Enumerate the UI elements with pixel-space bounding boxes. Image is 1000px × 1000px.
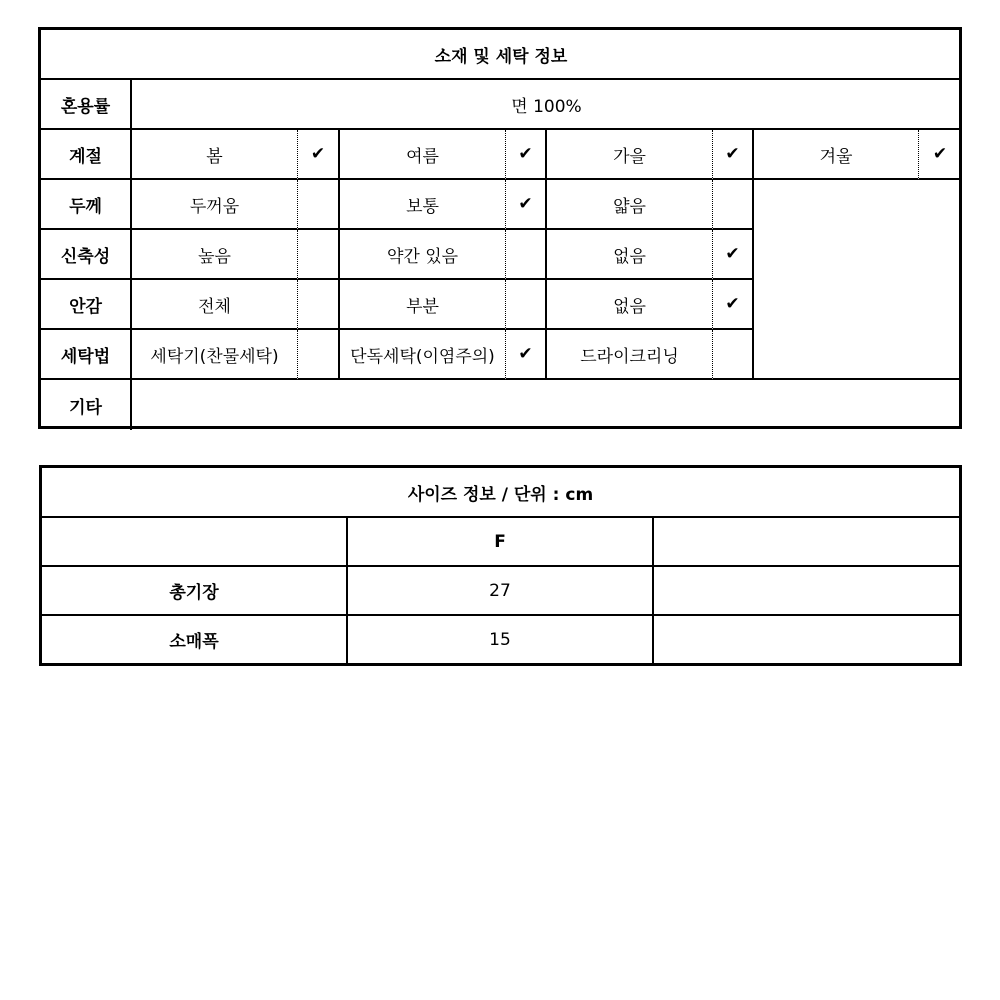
sleeve-width-label: 소매폭 <box>42 616 348 663</box>
washing-option-separate: 단독세탁(이염주의) <box>340 330 506 380</box>
washing-option-machine: 세탁기(찬물세탁) <box>132 330 298 380</box>
lining-partial-check <box>506 280 547 330</box>
lining-none-check: ✔ <box>713 280 754 330</box>
thickness-option-normal: 보통 <box>340 180 506 230</box>
season-spring-check: ✔ <box>298 130 340 180</box>
lining-option-partial: 부분 <box>340 280 506 330</box>
washing-machine-check <box>298 330 340 380</box>
other-value <box>132 380 961 430</box>
stretch-label: 신축성 <box>41 230 132 280</box>
lining-full-check <box>298 280 340 330</box>
washing-label: 세탁법 <box>41 330 132 380</box>
thickness-thick-check <box>298 180 340 230</box>
thickness-option-thin: 얇음 <box>547 180 713 230</box>
thickness-label: 두께 <box>41 180 132 230</box>
size-table-title: 사이즈 정보 / 단위 : cm <box>42 468 959 518</box>
thickness-thin-check <box>713 180 754 230</box>
lining-option-none: 없음 <box>547 280 713 330</box>
season-option-winter: 겨울 <box>754 130 919 180</box>
season-option-summer: 여름 <box>340 130 506 180</box>
stretch-some-check <box>506 230 547 280</box>
thickness-option-thick: 두꺼움 <box>132 180 298 230</box>
season-option-spring: 봄 <box>132 130 298 180</box>
season-summer-check: ✔ <box>506 130 547 180</box>
season-autumn-check: ✔ <box>713 130 754 180</box>
washing-option-dryclean: 드라이크리닝 <box>547 330 713 380</box>
season-winter-check: ✔ <box>919 130 961 180</box>
size-table <box>39 465 962 666</box>
stretch-high-check <box>298 230 340 280</box>
washing-dryclean-check <box>713 330 754 380</box>
total-length-label: 총기장 <box>42 567 348 616</box>
season-label: 계절 <box>41 130 132 180</box>
stretch-option-some: 약간 있음 <box>340 230 506 280</box>
composition-label: 혼용률 <box>41 80 132 130</box>
season-option-autumn: 가을 <box>547 130 713 180</box>
sleeve-width-value: 15 <box>348 616 654 663</box>
other-label: 기타 <box>41 380 132 430</box>
composition-value: 면 100% <box>132 80 961 130</box>
size-header-empty <box>654 518 959 567</box>
stretch-option-high: 높음 <box>132 230 298 280</box>
fabric-care-table <box>38 27 962 429</box>
thickness-normal-check: ✔ <box>506 180 547 230</box>
stretch-none-check: ✔ <box>713 230 754 280</box>
total-length-extra <box>654 567 959 616</box>
total-length-value: 27 <box>348 567 654 616</box>
stretch-option-none: 없음 <box>547 230 713 280</box>
sleeve-width-extra <box>654 616 959 663</box>
lining-option-full: 전체 <box>132 280 298 330</box>
size-header-f: F <box>348 518 654 567</box>
size-header-blank <box>42 518 348 567</box>
care-table-title: 소재 및 세탁 정보 <box>41 30 961 80</box>
washing-separate-check: ✔ <box>506 330 547 380</box>
lining-label: 안감 <box>41 280 132 330</box>
empty-block <box>754 180 961 380</box>
